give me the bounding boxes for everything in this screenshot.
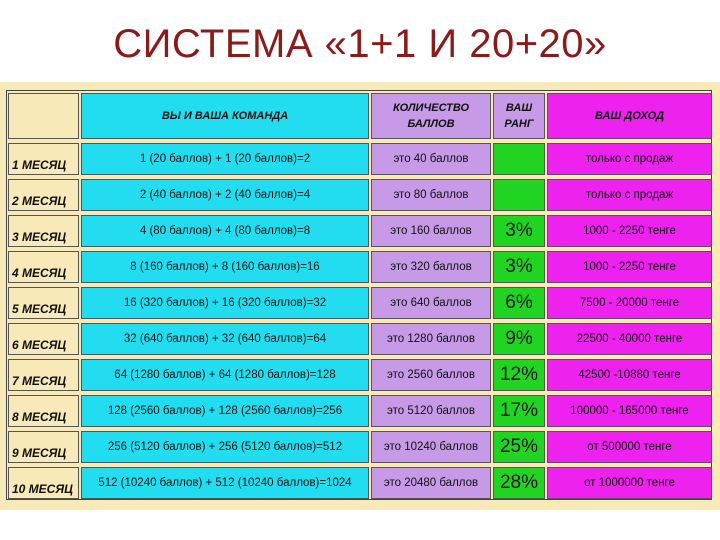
points-header: КОЛИЧЕСТВО БАЛЛОВ xyxy=(371,93,491,139)
team-cell: 32 (640 баллов) + 32 (640 баллов)=64 xyxy=(81,323,369,355)
rank-cell: 12% xyxy=(493,359,545,391)
month-label: 5 МЕСЯЦ xyxy=(8,287,79,319)
rank-cell: 17% xyxy=(493,395,545,427)
month-label: 1 МЕСЯЦ xyxy=(8,143,79,175)
team-header: ВЫ И ВАША КОМАНДА xyxy=(81,93,369,139)
month-label: 7 МЕСЯЦ xyxy=(8,359,79,391)
income-header: ВАШ ДОХОД xyxy=(547,93,712,139)
rank-cell: 9% xyxy=(493,323,545,355)
rank-cell: 3% xyxy=(493,215,545,247)
income-cell: 22500 - 40000 тенге xyxy=(547,323,712,355)
team-cell: 4 (80 баллов) + 4 (80 баллов)=8 xyxy=(81,215,369,247)
points-cell: это 160 баллов xyxy=(371,215,491,247)
month-label: 9 МЕСЯЦ xyxy=(8,431,79,463)
income-cell: только с продаж xyxy=(547,143,712,175)
rank-cell xyxy=(493,179,545,211)
income-table xyxy=(6,90,712,500)
income-cell: от 500000 тенге xyxy=(547,431,712,463)
month-label: 6 МЕСЯЦ xyxy=(8,323,79,355)
income-cell: 100000 - 165000 тенге xyxy=(547,395,712,427)
team-cell: 8 (160 баллов) + 8 (160 баллов)=16 xyxy=(81,251,369,283)
team-cell: 16 (320 баллов) + 16 (320 баллов)=32 xyxy=(81,287,369,319)
rank-cell xyxy=(493,143,545,175)
points-cell: это 80 баллов xyxy=(371,179,491,211)
points-cell: это 10240 баллов xyxy=(371,431,491,463)
income-cell: 1000 - 2250 тенге xyxy=(547,215,712,247)
team-cell: 64 (1280 баллов) + 64 (1280 баллов)=128 xyxy=(81,359,369,391)
points-cell: это 20480 баллов xyxy=(371,467,491,499)
income-cell: 1000 - 2250 тенге xyxy=(547,251,712,283)
income-cell: от 1000000 тенге xyxy=(547,467,712,499)
points-cell: это 1280 баллов xyxy=(371,323,491,355)
slide-title: СИСТЕМА «1+1 И 20+20» xyxy=(113,22,607,66)
month-label: 10 МЕСЯЦ xyxy=(8,467,79,499)
income-cell: 42500 -10880 тенге xyxy=(547,359,712,391)
points-cell: это 320 баллов xyxy=(371,251,491,283)
month-label: 4 МЕСЯЦ xyxy=(8,251,79,283)
team-cell: 512 (10240 баллов) + 512 (10240 баллов)=1024 xyxy=(81,467,369,499)
month-label: 2 МЕСЯЦ xyxy=(8,179,79,211)
team-cell: 256 (5120 баллов) + 256 (5120 баллов)=512 xyxy=(81,431,369,463)
month-label: 8 МЕСЯЦ xyxy=(8,395,79,427)
team-cell: 128 (2560 баллов) + 128 (2560 баллов)=256 xyxy=(81,395,369,427)
team-cell: 1 (20 баллов) + 1 (20 баллов)=2 xyxy=(81,143,369,175)
rank-cell: 28% xyxy=(493,467,545,499)
team-cell: 2 (40 баллов) + 2 (40 баллов)=4 xyxy=(81,179,369,211)
points-cell: это 2560 баллов xyxy=(371,359,491,391)
points-cell: это 40 баллов xyxy=(371,143,491,175)
month-label: 3 МЕСЯЦ xyxy=(8,215,79,247)
rank-cell: 3% xyxy=(493,251,545,283)
rank-header: ВАШ РАНГ xyxy=(493,93,545,139)
month-header-cell xyxy=(8,93,79,139)
points-cell: это 640 баллов xyxy=(371,287,491,319)
points-cell: это 5120 баллов xyxy=(371,395,491,427)
income-cell: 7500 - 20000 тенге xyxy=(547,287,712,319)
rank-cell: 6% xyxy=(493,287,545,319)
income-cell: только с продаж xyxy=(547,179,712,211)
rank-cell: 25% xyxy=(493,431,545,463)
